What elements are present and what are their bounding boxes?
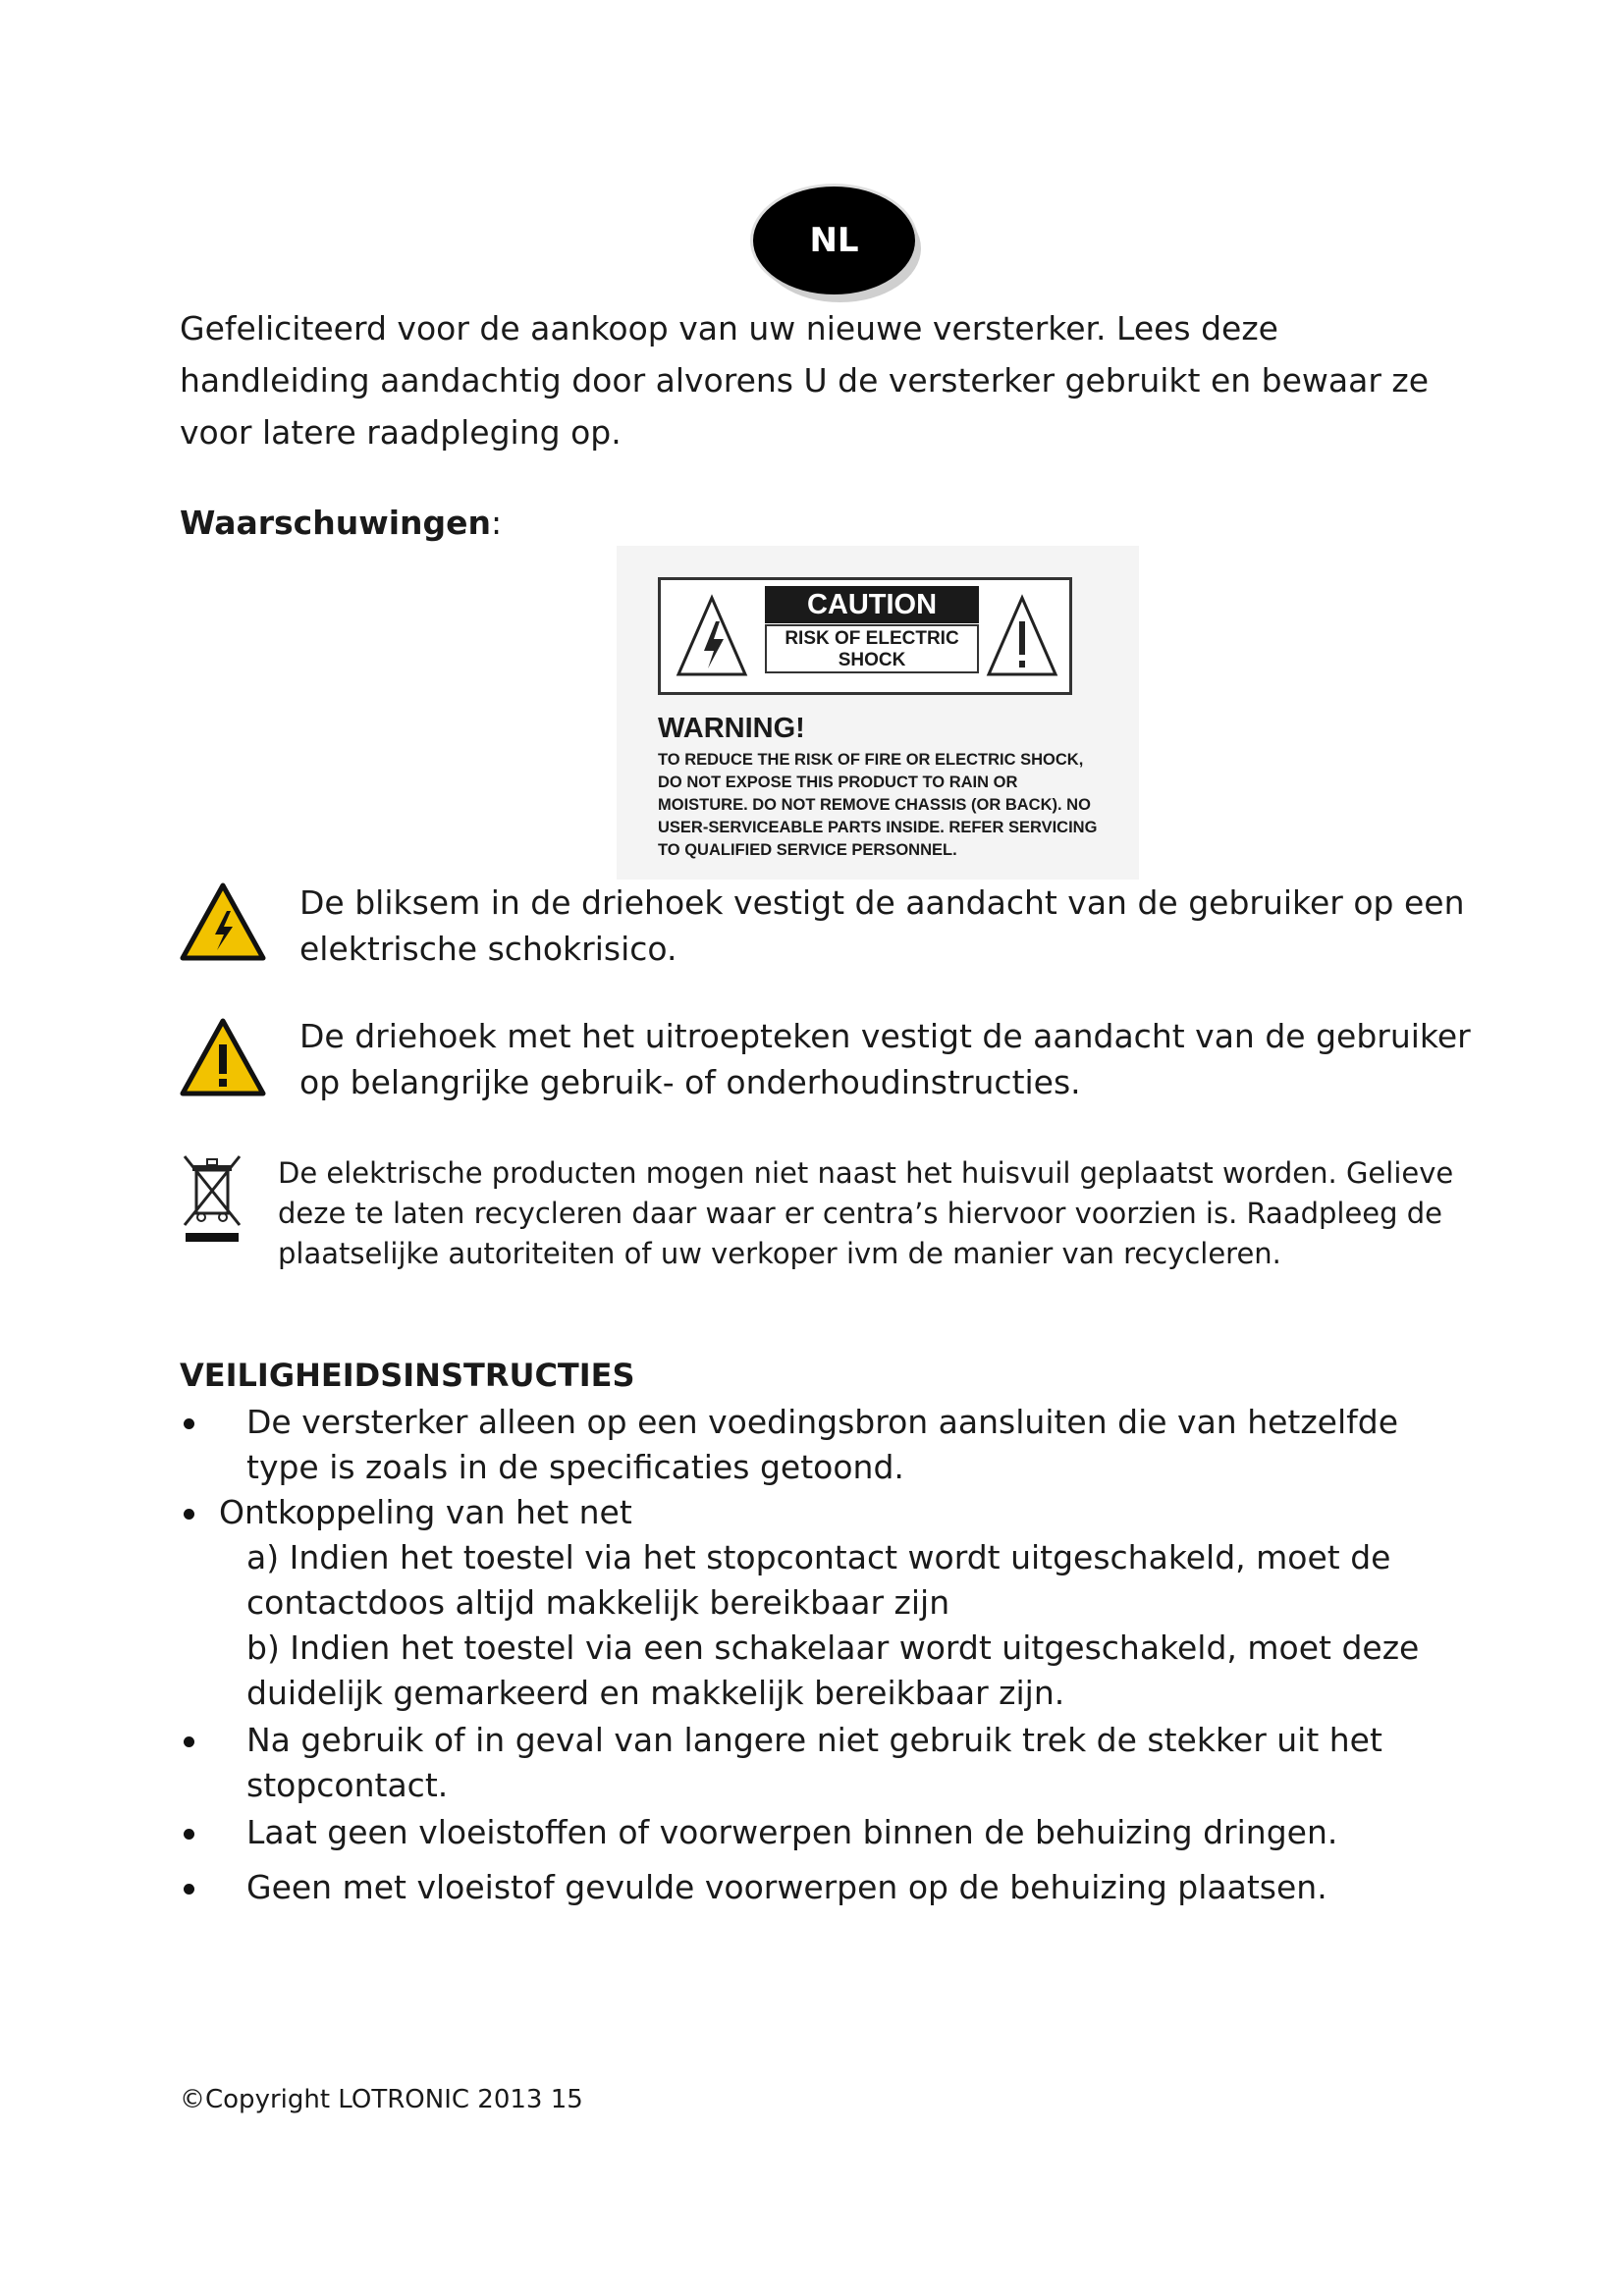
list-item <box>180 1490 1476 1535</box>
list-item <box>180 1810 1476 1855</box>
list-item-text: Geen met vloeistof gevulde voorwerpen op de behuizing plaatsen. <box>246 1868 1327 1906</box>
language-badge <box>753 187 915 294</box>
warning-title: WARNING! <box>658 713 805 744</box>
symbol-weee-text: De elektrische producten mogen niet naast het huisvuil geplaatst worden. Gelieve deze te laten recycleren daar waar er centra’s hiervoor voorzien is. Raadpleeg de plaatselijke autoriteiten of uw verkoper ivm de manier van recycleren. <box>278 1156 1454 1270</box>
intro-paragraph: Gefeliciteerd voor de aankoop van uw nieuwe versterker. Lees deze handleiding aandachtig door alvorens U de versterker gebruikt en bewaar ze voor latere raadpleging op. <box>180 309 1430 452</box>
footer-copyright: ©Copyright LOTRONIC 2013 15 <box>180 2085 583 2114</box>
bullet-icon <box>184 1884 194 1895</box>
list-item-text: Laat geen vloeistoffen of voorwerpen binnen de behuizing dringen. <box>246 1813 1338 1851</box>
exclamation-warning-icon <box>180 1017 266 1097</box>
bullet-icon <box>184 1829 194 1840</box>
bullet-icon <box>184 1736 194 1747</box>
list-item-text: Ontkoppeling van het net <box>219 1493 632 1531</box>
caution-frame <box>658 577 1072 695</box>
language-label: NL <box>809 221 859 260</box>
safety-title: VEILIGHEIDSINSTRUCTIES <box>180 1357 635 1394</box>
list-item-text: De versterker alleen op een voedingsbron aansluiten die van hetzelfde type is zoals in de specificaties getoond. <box>246 1403 1399 1486</box>
sub-item-b: b) Indien het toestel via een schakelaar wordt uitgeschakeld, moet deze duidelijk gemarkeerd en makkelijk bereikbaar zijn. <box>246 1629 1420 1712</box>
warnings-heading-text: Waarschuwingen <box>180 504 492 542</box>
symbol-lightning-text: De bliksem in de driehoek vestigt de aandacht van de gebruiker op een elektrische schokrisico. <box>299 883 1465 968</box>
list-item <box>180 1718 1476 1808</box>
symbol-exclamation-text: De driehoek met het uitroepteken vestigt de aandacht van de gebruiker op belangrijke gebruik- of onderhoudinstructies. <box>299 1017 1471 1101</box>
list-item-text: Na gebruik of in geval van langere niet gebruik trek de stekker uit het stopcontact. <box>246 1721 1382 1804</box>
warnings-heading <box>180 497 502 549</box>
weee-bin-icon <box>180 1152 244 1243</box>
caution-label <box>617 546 1139 880</box>
warnings-heading-colon: : <box>491 504 503 542</box>
sub-item-a: a) Indien het toestel via het stopcontact wordt uitgeschakeld, moet de contactdoos altijd makkelijk bereikbaar zijn <box>246 1538 1391 1622</box>
lightning-warning-icon <box>180 881 266 962</box>
bullet-icon <box>184 1418 194 1429</box>
caution-subtitle: RISK OF ELECTRIC SHOCK <box>765 624 979 673</box>
lightning-triangle-icon <box>675 594 749 678</box>
bullet-icon <box>184 1509 194 1520</box>
caution-title: CAUTION <box>765 586 979 623</box>
exclamation-triangle-icon <box>985 594 1059 678</box>
list-item <box>180 1400 1476 1490</box>
safety-list <box>180 1400 1476 1910</box>
warning-text: TO REDUCE THE RISK OF FIRE OR ELECTRIC SHOCK, DO NOT EXPOSE THIS PRODUCT TO RAIN OR MOISTURE. DO NOT REMOVE CHASSIS (OR BACK). NO USER-SERVICEABLE PARTS INSIDE. REFER SERVICING TO QUALIFIED SERVICE PERSONNEL. <box>658 751 1098 859</box>
list-item <box>180 1865 1476 1910</box>
